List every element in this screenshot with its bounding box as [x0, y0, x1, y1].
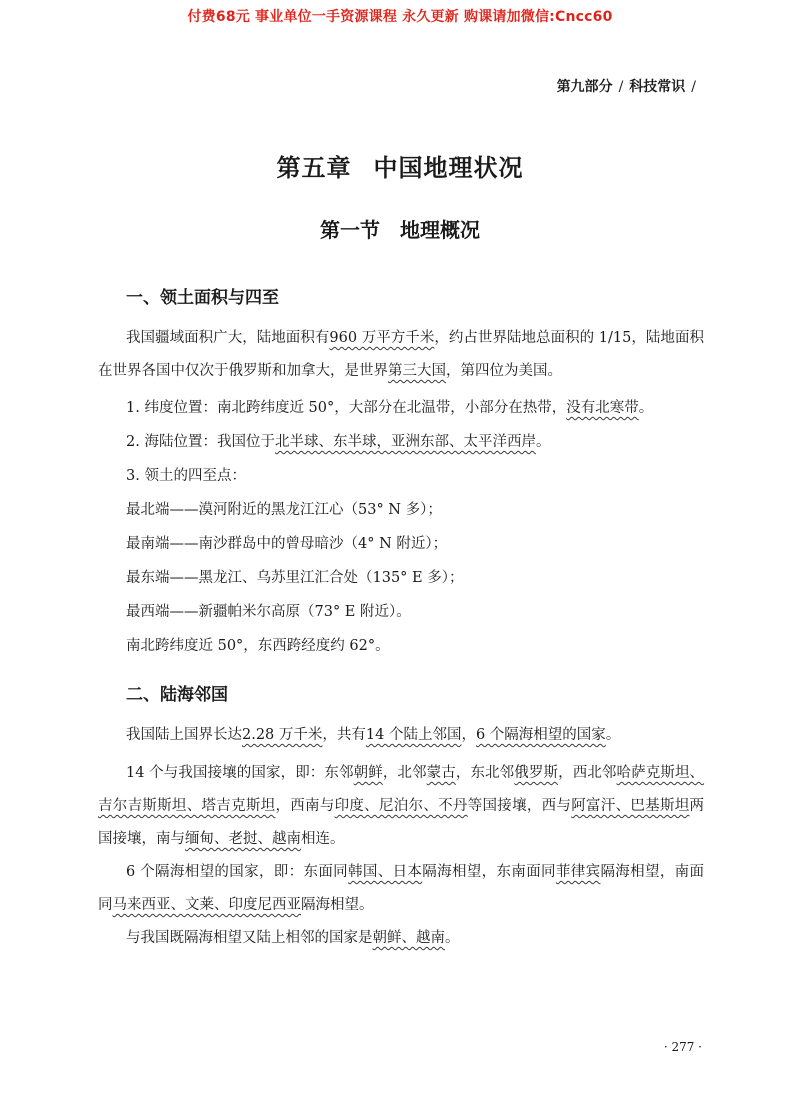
text: ，东北邻 — [455, 765, 515, 781]
text: 我国陆上国界长达 — [126, 727, 242, 743]
sea-land-line — [126, 430, 550, 451]
text: 。 — [535, 434, 551, 450]
text: 隔海相望，南面同 — [98, 864, 705, 913]
heading-territory: 一、领土面积与四至 — [126, 288, 279, 308]
highlight-rank: 第三大国 — [388, 363, 446, 379]
highlight-central-asia: 哈萨克斯坦、吉尔吉斯斯坦、塔吉克斯坦 — [98, 765, 705, 814]
text: ，西南与 — [275, 798, 335, 814]
highlight-russia: 俄罗斯 — [514, 765, 559, 781]
text: 隔海相望。 — [301, 897, 374, 913]
text: 2. 海陆位置：我国位于 — [126, 434, 275, 450]
highlight-southeast: 缅甸、老挝、越南 — [185, 831, 301, 847]
text: ，北邻 — [382, 765, 427, 781]
text: 与我国既隔海相望又陆上相邻的国家是 — [126, 930, 373, 946]
page-number: · 277 · — [663, 1040, 702, 1054]
running-header-topic: 科技常识 — [629, 79, 686, 95]
running-header-end-separator: / — [691, 79, 696, 95]
north-point: 最北端——漠河附近的黑龙江江心（53° N 多）； — [126, 502, 442, 518]
east-point: 最东端——黑龙江、乌苏里江汇合处（135° E 多）； — [126, 570, 464, 586]
highlight-land-neighbors: 14 个陆上邻国 — [365, 727, 462, 743]
text: 隔海相望，东南面同 — [422, 864, 556, 880]
highlight-area: 960 万平方千米 — [329, 330, 435, 346]
latitude-line — [126, 396, 653, 417]
heading-neighbors: 二、陆海邻国 — [126, 685, 228, 705]
text: 。 — [605, 727, 621, 743]
four-points-title: 3. 领土的四至点： — [126, 468, 246, 484]
south-point: 最南端——南沙群岛中的曾母暗沙（4° N 附近）； — [126, 536, 448, 552]
highlight-east-sea: 韩国、日本 — [348, 864, 423, 880]
west-point: 最西端——新疆帕米尔高原（73° E 附近）。 — [126, 604, 411, 620]
text: 我国疆域面积广大，陆地面积有 — [126, 330, 330, 346]
highlight-both: 朝鲜、越南 — [372, 930, 445, 946]
section-number: 第一节 — [320, 218, 380, 242]
section-name: 地理概况 — [400, 218, 480, 242]
paragraph-sea-neighbors — [98, 856, 704, 922]
chapter-title — [0, 148, 800, 183]
highlight-mongolia: 蒙古 — [426, 765, 456, 781]
highlight-korea: 朝鲜 — [353, 765, 383, 781]
text: 等国接壤，西与 — [467, 798, 572, 814]
running-header-separator: / — [618, 79, 624, 95]
text: 相连。 — [301, 831, 345, 847]
paragraph-land-neighbors — [98, 757, 704, 856]
chapter-number: 第五章 — [276, 153, 352, 182]
text: 。 — [638, 400, 654, 416]
running-header-part: 第九部分 — [556, 79, 613, 95]
highlight-west: 阿富汗、巴基斯坦 — [571, 798, 690, 814]
highlight-philippines: 菲律宾 — [555, 864, 601, 880]
text: 两国接壤，南与 — [98, 798, 705, 847]
chapter-name: 中国地理状况 — [373, 153, 524, 182]
text: ，约占世界陆地总面积的 1/15，陆地面积在世界各国中仅次于俄罗斯和加拿大，是世界 — [98, 330, 704, 379]
text: 1. 纬度位置：南北跨纬度近 50°，大部分在北温带，小部分在热带， — [126, 400, 567, 416]
text: ，共有 — [322, 727, 366, 743]
span-line: 南北跨纬度近 50°，东西跨经度约 62°。 — [126, 638, 390, 654]
text: 6 个隔海相望的国家，即：东面同 — [126, 864, 349, 880]
promo-banner: 付费68元 事业单位一手资源课程 永久更新 购课请加微信:Cncc60 — [187, 9, 613, 25]
text: ， — [461, 727, 476, 743]
highlight-south-asia: 印度、尼泊尔、不丹 — [334, 798, 468, 814]
running-header — [557, 76, 702, 96]
text: ，西北邻 — [558, 765, 617, 781]
highlight-south-sea: 马来西亚、文莱、印度尼西亚 — [112, 897, 301, 913]
text: 14 个与我国接壤的国家，即：东邻 — [126, 765, 354, 781]
paragraph-territory-area — [98, 322, 704, 388]
text: ，第四位为美国。 — [446, 363, 562, 379]
highlight-position: 北半球、东半球，亚洲东部、太平洋西岸 — [274, 434, 536, 450]
highlight-border-length: 2.28 万千米 — [242, 727, 323, 743]
paragraph-both — [98, 922, 704, 955]
text: 。 — [445, 930, 460, 946]
section-title — [0, 214, 800, 243]
paragraph-land-border — [98, 719, 704, 752]
highlight-sea-neighbors: 6 个隔海相望的国家 — [475, 727, 606, 743]
highlight-no-frigid: 没有北寒带 — [566, 400, 639, 416]
